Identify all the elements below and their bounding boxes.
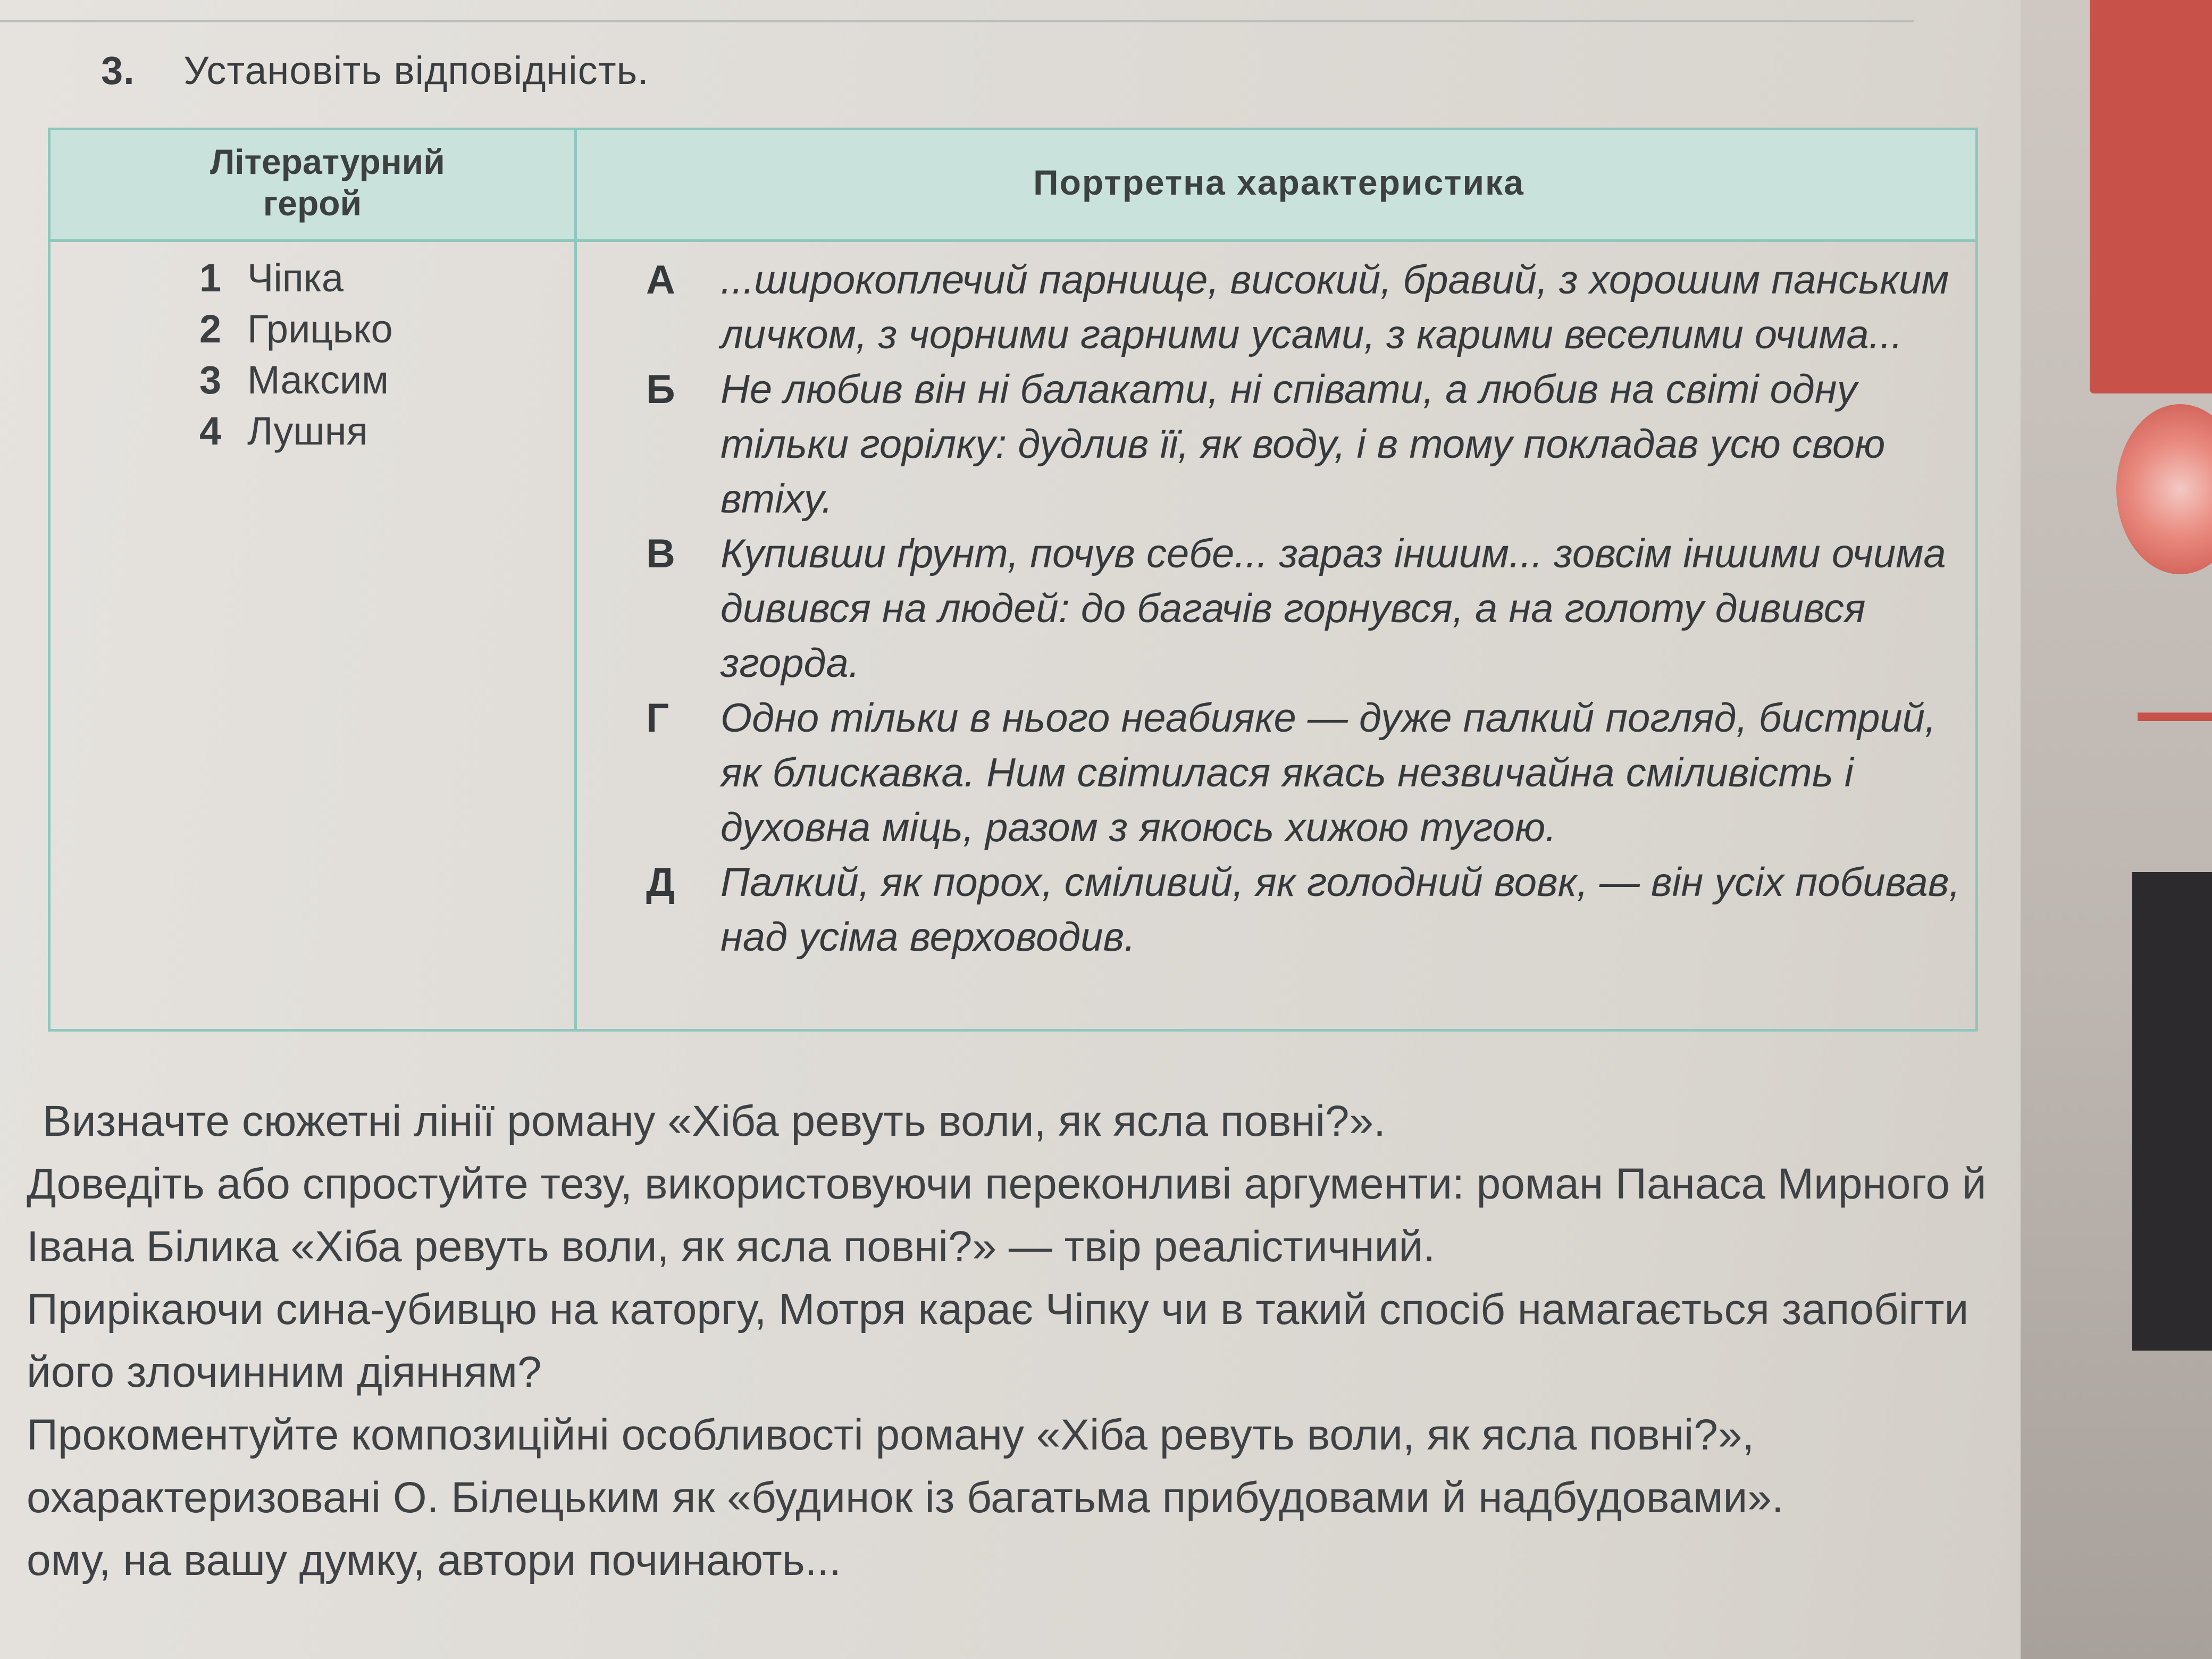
dark-object [2132, 872, 2212, 1351]
task-number: 3. [101, 48, 135, 93]
header-portrait-characteristic: Портретна характеристика [1033, 163, 1524, 202]
description-text: Не любив він ні балакати, ні співати, а любив на світі одну тільки горілку: дудлив її, як воду, і в тому покладав усю свою втіху. [720, 367, 1886, 522]
question-item: Доведіть або спростуйте тезу, використовуючи переконливі аргументи: роман Панаса Мирного й Івана Білика «Хіба ревуть воли, як ясла повні?» — твір реалістичний. [27, 1160, 1987, 1271]
red-stripe [2138, 713, 2212, 721]
description-text: Палкий, як порох, сміливий, як голодний вовк, — він усіх побивав, над усіма верховодив. [720, 860, 1960, 960]
description-text: ...широкоплечий парнище, високий, бравий, з хорошим панським личком, з чорними гарними усами, з карими веселими очима... [720, 257, 1949, 357]
description-item [614, 691, 1975, 855]
hero-number: 3 [199, 358, 222, 402]
hero-item [199, 253, 393, 304]
question-item: ому, на вашу думку, автори починають... [27, 1536, 841, 1585]
description-text: Купивши ґрунт, почув себе... зараз іншим... зовсім іншими очима дивився на людей: до багачів горнувся, а на голоту дивився згорда. [720, 531, 1946, 686]
description-item [614, 362, 1975, 526]
description-letter: Б [646, 367, 675, 412]
hero-number: 2 [199, 307, 222, 351]
hero-name: Чіпка [247, 256, 343, 300]
questions-list [27, 1090, 1994, 1592]
question-item: Прокоментуйте композиційні особливості роману «Хіба ревуть воли, як ясла повні?», охарактеризовані О. Білецьким як «будинок із багатьма прибудовами й надбудовами». [27, 1411, 1784, 1522]
matching-table [48, 128, 1978, 1032]
hero-name: Грицько [247, 307, 393, 351]
top-divider [0, 20, 1914, 22]
question-item: Визначте сюжетні лінії роману «Хіба ревуть воли, як ясла повні?». [43, 1097, 1386, 1145]
description-item [614, 253, 1975, 362]
description-letter: Д [646, 860, 675, 905]
hero-number: 4 [199, 409, 222, 453]
description-letter: В [646, 531, 675, 576]
hero-item [199, 355, 393, 406]
question-item: Прирікаючи сина-убивцю на каторгу, Мотря карає Чіпку чи в такий спосіб намагається запобігти його злочинним діянням? [27, 1285, 1969, 1396]
description-letter: Г [646, 696, 669, 741]
description-item [614, 855, 1975, 965]
description-letter: А [646, 257, 675, 303]
hero-name: Лушня [247, 409, 368, 453]
hero-number: 1 [199, 256, 222, 300]
column-divider [574, 130, 577, 1029]
description-text: Одно тільки в нього неабияке — дуже палкий погляд, бистрий, як блискавка. Ним світилася якась незвичайна сміливість і духовна міць, разом з якоюсь хижою тугою. [720, 696, 1937, 850]
heroes-list [199, 253, 393, 457]
table-header [51, 130, 1975, 242]
task-instruction: Установіть відповідність. [183, 48, 649, 93]
hero-item [199, 304, 393, 355]
header-literary-hero: Літературний герой [210, 142, 445, 223]
task-heading [101, 48, 649, 93]
description-item [614, 526, 1975, 691]
red-book-cover [2090, 0, 2212, 393]
hero-item [199, 406, 393, 457]
hero-name: Максим [247, 358, 389, 402]
descriptions-list [614, 253, 1975, 965]
